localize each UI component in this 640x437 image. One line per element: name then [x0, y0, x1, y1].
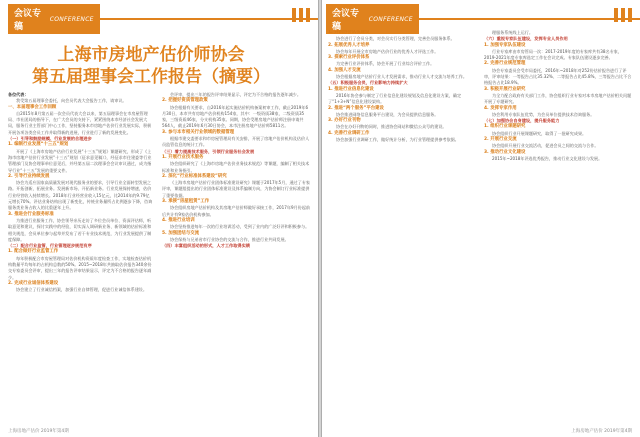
- title-line-2: 第五届理事会工作报告（摘要）: [32, 67, 270, 87]
- left-section-header: [8, 9, 318, 32]
- header-rule: [100, 18, 318, 20]
- subsection-heading: 3. 推动行业文化建设: [484, 149, 526, 155]
- subsection-heading: 2. 拓展优秀人才培养: [328, 42, 370, 48]
- subsection-heading: 3. 探索行业评价体系: [328, 55, 370, 61]
- subsection-heading: 1. 配合做好行业监管工作: [8, 249, 59, 255]
- subsection-heading: 2. 完善行业规范管理: [484, 61, 526, 67]
- body-paragraph: 自2015年8月第五届一次会员代表大会以来，第五届理事会在市房屋管理局、市社团局的指导下，在广大会员的支持下，紧紧围绕本市经济社会发展大局，服务行业主管部门中心工作，坚持服务本市房地产估价行业发展实际，积极开展各项各类会员工作并取得新的进展，行业进行了新的发展变化。: [8, 110, 152, 135]
- body-paragraph: 协会根据有关要求，自2016年起实施估价机构备案初审工作，截止2019年6月30日，本市共有房地产估价机构154家，其中：一级资质38家，二级资质35家，三级资质46家，分支机构35家。同期，协会受理房地产估价师注册申请共564人，截止2019年6月30日协会，本市注册房地产估价师5811名。: [162, 104, 309, 129]
- section-label-en: CONFERENCE: [49, 15, 94, 23]
- body-paragraph: 协会在办好刊物的同时，推进协会网站和微信公众号的建设。: [336, 124, 447, 130]
- section-heading: （三）着力提高技术服务，引领行业服务社会发展: [162, 148, 255, 154]
- header-rule: [419, 18, 640, 20]
- body-paragraph: 协会推进网络信息服务平台建设，为会员提供信息服务。: [336, 111, 439, 117]
- section-heading: （五）积极服务会员，行业影响力持续扩大: [328, 80, 408, 86]
- subsection-heading: 1. 编制行业发展“十三五”规划: [8, 142, 69, 148]
- body-paragraph: 为推进行业服务工作，协会领导亲历走访了多位会员单位、资深评估师，听取意见和建议，探讨实践中的经验，切实深入调研新业务、新领域的估价标准和相关规范，会员单位参与起草并发布了若干专业技术规范，为行业发展提供了制度保障。: [8, 217, 152, 242]
- body-paragraph: 协会为适应国家高质量发展对现代服务业的要求，引导行业全面转型发展之路。开拓创新，拓展业务。发展新市场、开拓新业务。行业发展保持增速，估价行业经营收入持续增长。2018年行业经营业收入15亿元，比2014年的9.79亿元增长70%。评估业务结构出现了新变化，传统业务量所占比例逐步下降，咨询服务类业务占收入的比重逐年上升。: [8, 180, 153, 211]
- subsection-heading: 3. 推进会行业服务标准: [8, 211, 54, 217]
- body-paragraph: 我受第五届理事会委托，向会员代表大会报告工作，请审议。: [16, 98, 127, 104]
- section-heading: （七）加强协会自身建设，提升服务能力: [484, 118, 560, 124]
- body-paragraph: 理服务系统线上运行。: [492, 30, 533, 35]
- body-paragraph: 协会根据房地产估价行业人才发展需求，推动行业人才交流与培养工作。: [336, 74, 467, 80]
- body-paragraph: 协会专家委员会受市局委托，2016年~2018年对252份估价报告进行了评审，评审结果：一等报告占比35.32%、二等报告占比45.8%，三等报告占比不合格报告占比18.9%。: [484, 67, 632, 86]
- subsection-heading: 一、本届理事会工作回顾: [8, 104, 57, 110]
- subsection-heading: 2. 推进“两个服务”平台建设: [328, 105, 384, 111]
- subsection-heading: 2. 深化“行业标准体系建设”研究: [162, 173, 227, 179]
- subsection-heading: 3. 办好行业刊物: [328, 118, 361, 124]
- decorative-bars: [292, 8, 310, 22]
- subsection-heading: 1. 加强专家队伍建设: [484, 42, 526, 48]
- right-page: [322, 0, 640, 437]
- section-heading: （二）配合行业监管，行业管理逐步规范有序: [8, 243, 92, 249]
- right-section-header: [326, 9, 640, 32]
- subsection-heading: 4. 发挥专家作用: [484, 105, 517, 111]
- body-paragraph: 开展了《上海市房地产估价行业发展“十三五”规划》课题研究，形成了《上海市房地产估价行业发展“十三五”规划（征求意见稿）》，经征求市住建委等行业管理部门及协会理事单位意见后，并经第五届二次理事会会议审议通过，成为指导行业“十三五”发展的重要文件。: [8, 148, 152, 173]
- subsection-heading: 4. 推进行业培训: [162, 217, 195, 223]
- right-page-column-2: [484, 30, 632, 419]
- body-paragraph: 协会进行了会员分类，对会员实行分类管理，完善会员服务体系。: [336, 36, 455, 42]
- body-paragraph: 每年积极配合市房屋管理局对估价机构资质年度检查工作，实地检查估价机构数量平均每年约占机构总数的50%。2015~2018年共抽取估价报告340余份交专家委员会评审，提出三年的报告评审结果显示，评定为不合格的报告逐年减少。: [8, 255, 152, 280]
- body-paragraph: 协会加强行业调研工作，做好统计分析，为行业管理提供参考依据。: [336, 137, 459, 143]
- subsection-heading: 2. 完成行业诚信体系建设: [8, 280, 59, 286]
- subsection-heading: 2. 开展行业交流: [484, 137, 517, 143]
- body-paragraph: 行业专家库由市房管局一次：2017-2019年度的专家库共有38名专家，2019-2021年度专家库选定工作在会议完成。专家队伍建设逐步完善。: [484, 48, 622, 61]
- body-paragraph: 协会组织开展行业交流活动，促进会员之间的交流与合作。: [492, 143, 599, 149]
- body-paragraph: 2016年协会参与制定了行业信息化建设规划及信息化建设方案，确定了“1+3+N”信息化建设架构。: [328, 92, 462, 105]
- right-footer: 上海房地产估价 2019年第4期: [571, 429, 632, 434]
- left-footer: 上海房地产估价 2019年第4期: [8, 429, 69, 434]
- subsection-heading: 1. 组织行业课题研究: [484, 124, 526, 130]
- left-page-column-1: [8, 92, 153, 419]
- title-line-1: 上海市房地产估价师协会: [57, 45, 245, 65]
- body-paragraph: 协会保持与兄弟省市行业协会的交流与合作，推进行业共同发展。: [170, 236, 289, 242]
- body-paragraph: 协会每年开展全市房地产估价行业的优秀人才评选工作。: [336, 48, 439, 54]
- subsection-heading: 2. 引导行业持续发展: [8, 173, 50, 179]
- body-paragraph: 根据市建交委要求和市房屋管理局有关安排，开展了房地产估价机构及估价人员监管信息的统计工作。: [162, 136, 310, 148]
- subsection-heading: 5. 加强团结与交流: [162, 230, 199, 236]
- body-paragraph: 协会组织房地产估价机构及其房地产估价师做好承接工作，2017年9月份起前后共计有9家估价机构参加。: [162, 205, 310, 217]
- subsection-heading: 4. 完善行业调研工作: [328, 130, 370, 136]
- report-title: [26, 44, 276, 88]
- decorative-bars: [614, 8, 632, 22]
- body-paragraph: 为完善行业评价体系，协会开展了行业综合评价工作。: [336, 61, 435, 67]
- left-page: [0, 0, 318, 437]
- body-paragraph: 协会利用专家队伍优势，为会员单位提供技术咨询服务。: [492, 111, 595, 117]
- right-page-column-1: [328, 30, 476, 419]
- left-page-column-2: [162, 92, 310, 419]
- body-paragraph: 为全力配合政府有关部门工作，协会组织行业专家对本市房地产估价相关问题开展了专题研究。: [484, 92, 632, 105]
- section-label: 会议专稿: [14, 9, 42, 32]
- body-paragraph: 协会坚持推进每年一次的行业培训活动，受到了业内的广泛好评和积极参与。: [170, 224, 310, 230]
- subsection-heading: 3. 承接“房屋租赁”工作: [162, 199, 210, 205]
- body-paragraph: 《上海市房地产估价行业团体标准建设研究》课题于2017年5月，通过了专家评审，课题组提出的行业团体标准建设及体系编制方向，为协会制订行业标准提供了重要依据。: [162, 180, 310, 198]
- body-paragraph: 会评审，提出三年的报告评审结果显示，评定为不合格的报告逐年减少。: [170, 92, 301, 97]
- body-paragraph: 协会组织行业开展课题研究，取得了一批研究成果。: [492, 130, 587, 136]
- body-paragraph: 协会组织研究了《上海市房地产估价业务技术规范》等课题，编制了相关技术标准和业务指引。: [162, 161, 310, 173]
- salutation: 各位代表：: [8, 92, 29, 97]
- subsection-heading: 1. 推进行业信息化建设: [328, 86, 374, 92]
- subsection-heading: 1. 开展行业技术服务: [162, 154, 204, 160]
- body-paragraph: 2015年~2018年评选优秀报告，推动行业文化建设与发展。: [492, 155, 603, 161]
- section-label: 会议专稿: [332, 9, 360, 32]
- subsection-heading: 1. 开创协会队伍建设: [328, 30, 370, 35]
- section-heading: （四）丰富组织活动的形式，人才工作取得实绩: [162, 243, 250, 249]
- section-heading: （六）重视专家队伍建设，发挥专业人员作用: [484, 36, 568, 42]
- subsection-heading: 3. 积极开展行业研究: [484, 86, 526, 92]
- subsection-heading: 2. 把握好资质管理政策: [162, 98, 208, 104]
- section-tag: [8, 4, 100, 34]
- body-paragraph: 协会建立了行业诚信档案，加强行业自律管理，促进行业诚信体系建设。: [16, 287, 147, 293]
- section-label-en: CONFERENCE: [368, 15, 413, 23]
- subsection-heading: 3. 参与本市相关行业领域的数据管理: [162, 129, 235, 135]
- section-heading: （一）引导和鼓励规模、行业发展的合理进步: [8, 136, 92, 142]
- subsection-heading: 4. 加强人才交流: [328, 67, 361, 73]
